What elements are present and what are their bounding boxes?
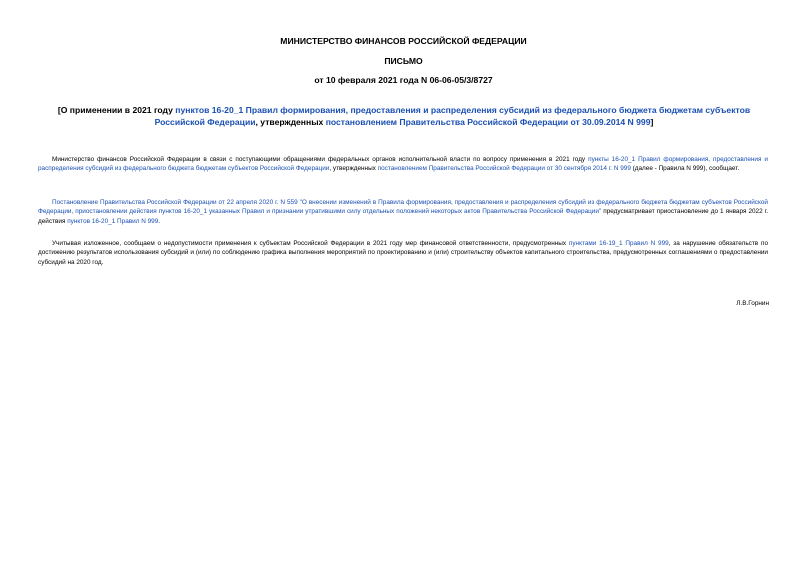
paragraph-2-link-points[interactable]: пунктов 16-20_1 Правил N 999 [67,217,159,225]
ministry-header: МИНИСТЕРСТВО ФИНАНСОВ РОССИЙСКОЙ ФЕДЕРАЦИИ [280,36,527,46]
paragraph-3-text-a: Учитывая изложенное, сообщаем о недопустимости применения к субъектам Российской Федерации в 2021 году мер финансовой ответственности, предусмотренных [52,240,569,247]
paragraph-3-link-points[interactable]: пунктами 16-19_1 Правил N 999 [568,240,669,247]
paragraph-1-text-a: Министерство финансов Российской Федерации в связи с поступающими обращениями федеральных органов исполнительной власти по вопросу применения в 2021 году [52,156,589,163]
title-text-start: [О применении в 2021 году [57,105,176,115]
paragraph-1-link-resolution[interactable]: постановлением Правительства Российской Федерации от 30 сентября 2014 г. N 999 [377,165,631,173]
title-text-end: ] [650,117,654,127]
document-date-number: от 10 февраля 2021 года N 06-06-05/3/8727 [314,75,493,85]
paragraph-1-text-b: , утвержденных [329,165,378,173]
signature: Л.В.Горнин [736,300,769,307]
document-title [38,104,770,128]
paragraph-2-text-a: предусматривает приостановление до 1 января 2022 г. действия [38,208,769,225]
paragraph-1-text-c: (далее - Правила N 999), сообщает. [630,165,740,173]
paragraph-2-link-resolution-559[interactable]: Постановление Правительства Российской Федерации от 22 апреля 2020 г. N 559 "О внесении изменений в Правила формирования, предоставления и распределения субсидий из федерального бюджета бюджетам субъектов Российской Федерации, приостановлении действия пунктов 16-20_1 указанных Правил и признании утратившими силу отдельных положений некоторых актов Правительства Российской Федерации" [38,199,768,216]
title-link-rules[interactable]: пунктов 16-20_1 Правил формирования, предоставления и распределения субсидий из федерального бюджета бюджетам субъектов Российской Федерации [154,105,751,127]
title-text-middle: , утвержденных [255,117,326,127]
document-type: ПИСЬМО [384,56,423,66]
paragraph-1 [38,155,768,174]
paragraph-2-text-b: . [158,217,161,225]
paragraph-3-text-b: , за нарушение обязательств по достижению результатов использования субсидий и (или) по соблюдению графика выполнения мероприятий по проектированию и (или) строительству объектов капитального строительства, предусмотренных соглашениями о предоставлении субсидий на 2020 год. [38,240,768,266]
title-link-resolution[interactable]: постановлением Правительства Российской Федерации от 30.09.2014 N 999 [325,117,651,127]
paragraph-2 [38,198,768,226]
paragraph-3 [38,239,768,267]
paragraph-1-link-rules[interactable]: пункты 16-20_1 Правил формирования, предоставления и распределения субсидий из федерального бюджета бюджетам субъектов Российской Федерации [38,156,768,173]
